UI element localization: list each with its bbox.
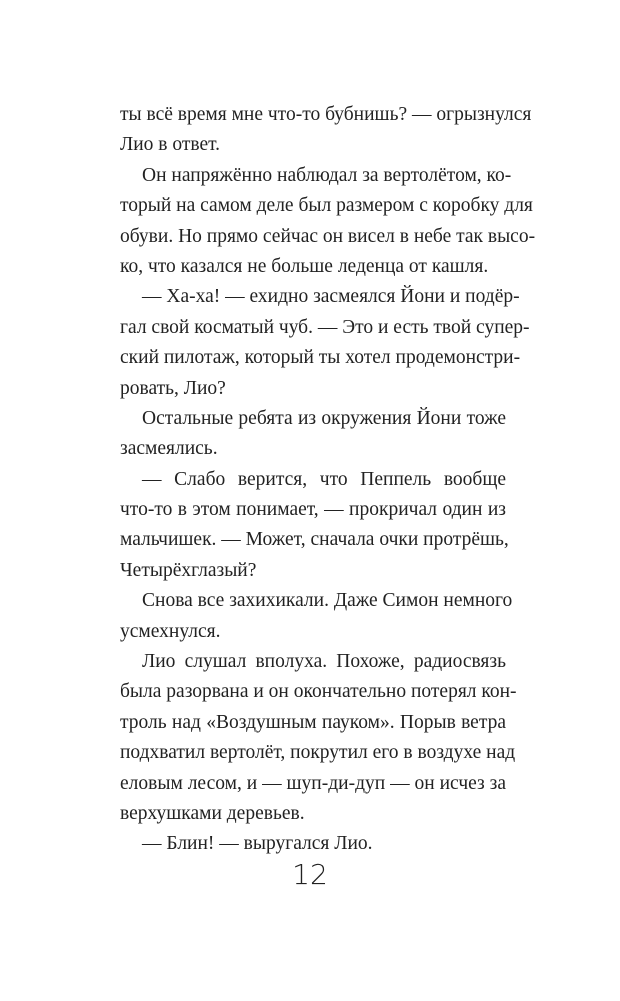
page-body-text bbox=[120, 100, 536, 860]
text-line: ко, что казался не больше леденца от кашля. bbox=[120, 255, 489, 277]
text-line: Лио слушал вполуха. Похоже, радиосвязь bbox=[142, 651, 506, 673]
text-line: засмеялись. bbox=[120, 438, 218, 460]
text-line: Он напряжённо наблюдал за вертолётом, ко- bbox=[142, 164, 512, 186]
page-number: 12 bbox=[292, 858, 328, 891]
text-line: ты всё время мне что-то бубнишь? — огрызнулся bbox=[120, 104, 532, 125]
text-line: троль над «Воздушным пауком». Порыв ветра bbox=[120, 711, 506, 733]
text-line: Снова все захихикали. Даже Симон немного bbox=[142, 590, 513, 612]
text-line: подхватил вертолёт, покрутил его в воздухе над bbox=[120, 742, 516, 764]
text-line: — Слабо верится, что Пеппель вообще bbox=[142, 468, 506, 490]
text-line: была разорвана и он окончательно потерял кон- bbox=[120, 681, 517, 703]
text-line: еловым лесом, и — шуп-ди-дуп — он исчез за bbox=[120, 772, 506, 794]
text-line: ский пилотаж, который ты хотел продемонстри- bbox=[120, 347, 521, 369]
text-line: ровать, Лио? bbox=[120, 377, 226, 399]
text-line: гал свой косматый чуб. — Это и есть твой супер- bbox=[120, 316, 530, 338]
text-line: Четырёхглазый? bbox=[120, 559, 257, 581]
text-line: Остальные ребята из окружения Йони тоже bbox=[142, 407, 506, 429]
text-line: — Блин! — выругался Лио. bbox=[142, 833, 373, 855]
text-line: усмехнулся. bbox=[120, 620, 221, 642]
text-line: мальчишек. — Может, сначала очки протрёшь, bbox=[120, 529, 509, 551]
text-line: обуви. Но прямо сейчас он висел в небе так высо- bbox=[120, 225, 536, 247]
text-line: Лио в ответ. bbox=[120, 134, 221, 156]
text-line: — Ха-ха! — ехидно засмеялся Йони и подёр- bbox=[142, 286, 520, 308]
text-line: верхушками деревьев. bbox=[120, 802, 305, 824]
text-line: что-то в этом понимает, — прокричал один из bbox=[120, 499, 506, 521]
text-line: торый на самом деле был размером с коробку для bbox=[120, 195, 533, 217]
